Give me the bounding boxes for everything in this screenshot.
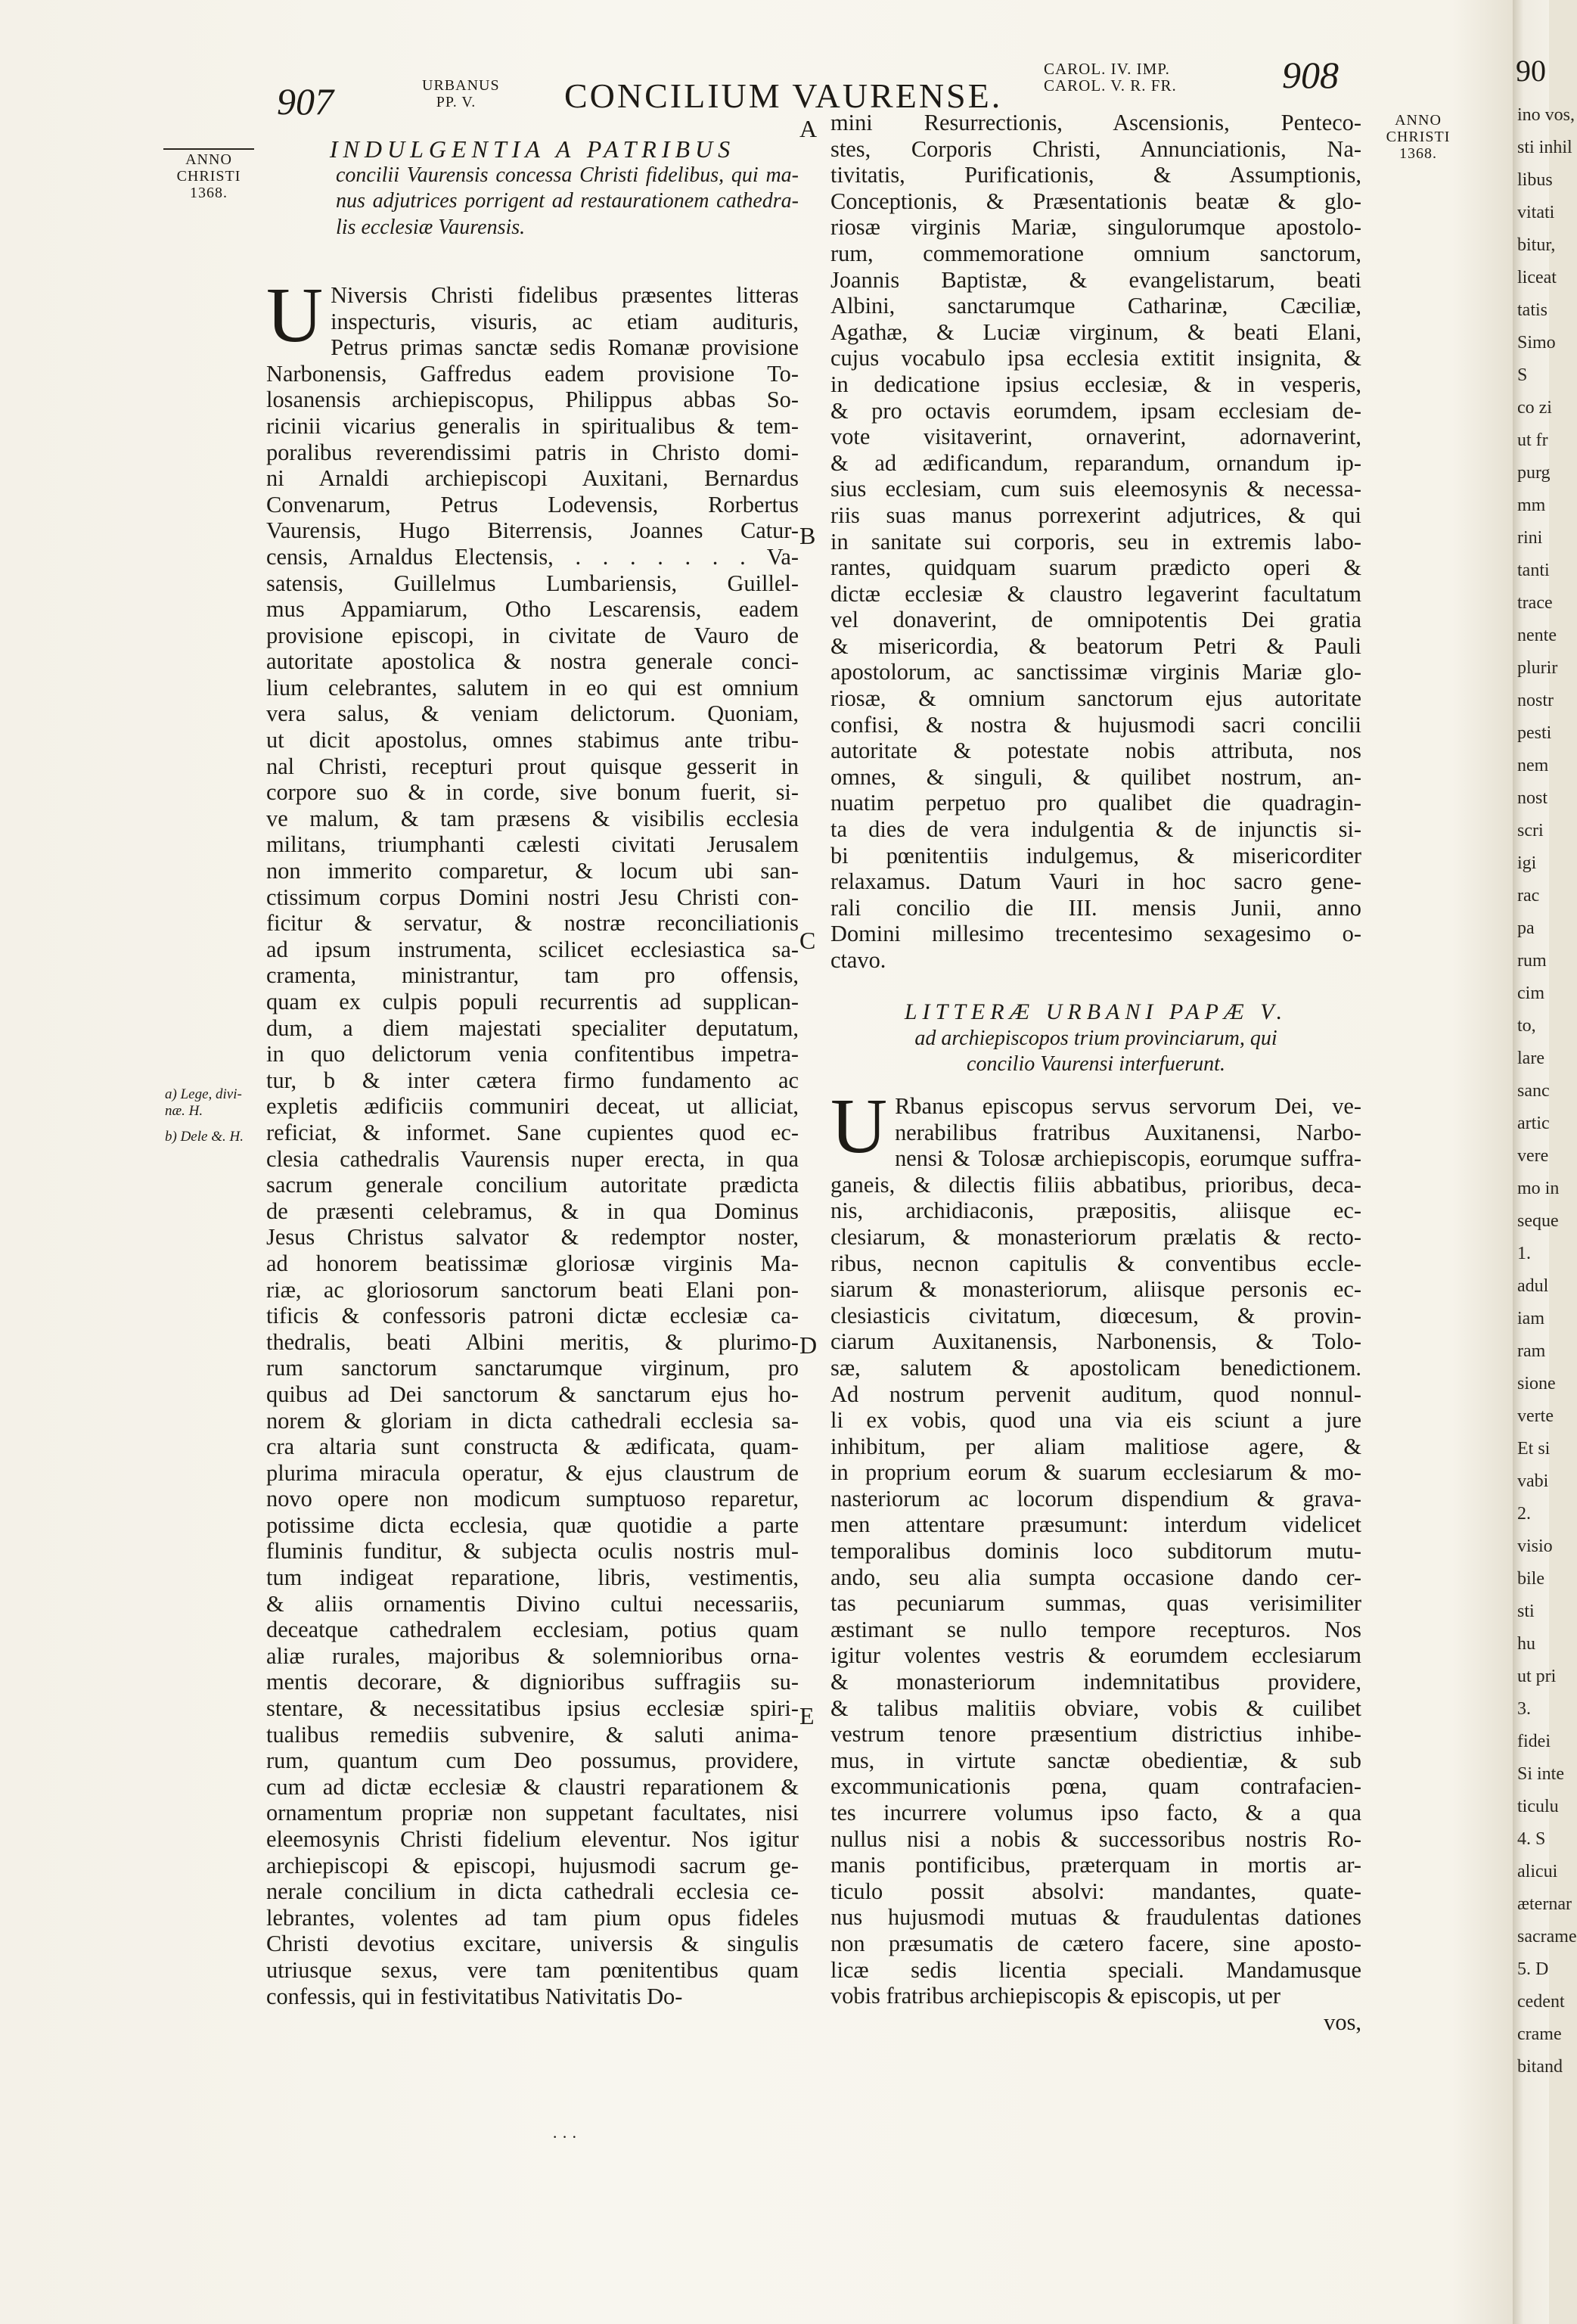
text-line: norem & gloriam in dicta cathedrali ecclesia sa- xyxy=(266,1407,799,1434)
text-line: tualibus remediis subvenire, & saluti anima- xyxy=(266,1721,799,1748)
right-column xyxy=(830,110,1361,2035)
text-line: & pro octavis eorumdem, ipsam ecclesiam de- xyxy=(830,397,1361,424)
right-body-text-b xyxy=(830,1082,1361,2009)
text-line: in quo delictorum venia confitentibus impetra- xyxy=(266,1041,799,1067)
text-line: in proprium eorum & suarum ecclesiarum & mo- xyxy=(830,1459,1361,1486)
text-line: nuatim perpetuo pro qualibet die quadragin- xyxy=(830,790,1361,816)
text-line: autoritate apostolica & nostra generale conci- xyxy=(266,648,799,675)
text-line: Vaurensis, Hugo Biterrensis, Joannes Catur- xyxy=(266,517,799,544)
text-line: nullus nisi a nobis & successoribus nostris Ro- xyxy=(830,1825,1361,1852)
text-line: non immerito comparetur, & locum ubi san- xyxy=(266,858,799,884)
text-line: militans, triumphanti cælesti civitati Jerusalem xyxy=(266,831,799,858)
text-line: æstimant se nullo tempore recepturos. Nos xyxy=(830,1616,1361,1642)
section-letter-c: C xyxy=(799,927,816,954)
next-page-fragment: artic xyxy=(1517,1114,1550,1133)
next-page-fragment: nem xyxy=(1517,756,1549,775)
text-line: nal Christi, recepturi prout quisque gesserit in xyxy=(266,753,799,779)
next-page-fragment: scri xyxy=(1517,821,1544,840)
next-page-fragment: trace xyxy=(1517,593,1553,613)
running-head-rulers: CAROL. IV. IMP. CAROL. V. R. FR. xyxy=(1044,60,1177,95)
text-line: aliæ rurales, majoribus & solemnioribus orna- xyxy=(266,1642,799,1669)
next-page-fragment: 1. xyxy=(1517,1244,1531,1263)
next-page-fragment: to, xyxy=(1517,1016,1536,1036)
text-line: riosæ virginis Mariæ, singulorumque apostolo- xyxy=(830,214,1361,241)
text-line: omnes, & singuli, & quilibet nostrum, an- xyxy=(830,763,1361,790)
text-line: nerabilibus fratribus Auxitanensi, Narbo- xyxy=(895,1119,1361,1145)
side-note-b: b) Dele &. H. xyxy=(165,1129,244,1145)
text-line: stes, Corporis Christi, Annunciationis, Na- xyxy=(830,135,1361,162)
next-page-fragment: ut fr xyxy=(1517,430,1548,450)
next-page-fragment: ino vos, xyxy=(1517,105,1575,125)
next-page-fragment: mo in xyxy=(1517,1179,1560,1198)
next-page-fragment: co zi xyxy=(1517,398,1552,418)
text-line: eleemosynis Christi fidelium eleventur. Nos igitur xyxy=(266,1826,799,1852)
next-page-fragment: purg xyxy=(1517,463,1551,483)
next-page-fragment: 2. xyxy=(1517,1504,1531,1524)
right-body-text-a xyxy=(830,110,1361,974)
next-page-fragment: crame xyxy=(1517,2024,1562,2044)
text-line: temporalibus dominis loco subditorum mutu- xyxy=(830,1538,1361,1564)
text-line: bi pœnitentiis indulgemus, & misericorditer xyxy=(830,842,1361,868)
text-line: reficiat, & informet. Sane cupientes quod ec- xyxy=(266,1119,799,1145)
text-line: cujus vocabulo ipsa ecclesia extitit insignita, & xyxy=(830,345,1361,371)
text-line: mus Appamiarum, Otho Lescarensis, eadem xyxy=(266,596,799,623)
text-line: rali concilio die III. mensis Junii, anno xyxy=(830,894,1361,921)
text-line: poralibus reverendissimi patris in Christo domi- xyxy=(266,439,799,465)
next-page-edge xyxy=(1513,0,1577,2324)
text-line: losanensis archiepiscopus, Philippus abbas So- xyxy=(266,387,799,413)
text-line: clesiasticis civitatum, diœcesum, & provin- xyxy=(830,1302,1361,1328)
text-line: tes incurrere volumus ipso facto, & a qua xyxy=(830,1800,1361,1825)
text-line: non præsumatis de cætero facere, sine aposto- xyxy=(830,1930,1361,1956)
text-line: excommunicationis pœna, quam contrafacien- xyxy=(830,1773,1361,1800)
text-line: confessis, qui in festivitatibus Nativitatis Do- xyxy=(266,1983,683,2009)
text-line: Christi devotius excitare, universis & singulis xyxy=(266,1931,799,1957)
next-page-fragment: lare xyxy=(1517,1049,1544,1068)
text-line: manis pontificibus, præterquam in mortis ar- xyxy=(830,1852,1361,1878)
next-page-fragment: plurir xyxy=(1517,658,1558,678)
text-line: tivitatis, Purificationis, & Assumptionis, xyxy=(830,162,1361,188)
text-line: lebrantes, volentes ad tam pium opus fideles xyxy=(266,1904,799,1931)
text-line: mentis decorare, & dignioribus suffragiis su- xyxy=(266,1669,799,1695)
text-line: Convenarum, Petrus Lodevensis, Rorbertus xyxy=(266,491,799,517)
text-line: Ad nostrum pervenit auditum, quod nonnul- xyxy=(830,1381,1361,1407)
next-page-fragment: rac xyxy=(1517,886,1540,906)
text-line: & misericordia, & beatorum Petri & Pauli xyxy=(830,632,1361,659)
text-line: ciarum Auxitanensis, Narbonensis, & Tolo- xyxy=(830,1328,1361,1355)
text-line: siarum & monasteriorum, aliisque personis ec- xyxy=(830,1276,1361,1303)
text-line: vobis fratribus archiepiscopis & episcopis, ut per xyxy=(830,1983,1281,2009)
text-line: ricinii vicarius generalis in spiritualibus & tem- xyxy=(266,412,799,439)
next-page-fragment: nost xyxy=(1517,788,1548,808)
next-page-fragment: igi xyxy=(1517,853,1537,873)
next-page-fragment: tanti xyxy=(1517,561,1550,580)
text-line: satensis, Guillelmus Lumbariensis, Guillel- xyxy=(266,570,799,596)
text-line: in sanitate sui corporis, seu in extremis labo- xyxy=(830,528,1361,555)
next-page-fragment: ram xyxy=(1517,1341,1546,1361)
text-line: sacrum generale concilium autoritate prædicta xyxy=(266,1172,799,1198)
text-line: vestrum tenore præsentium districtius inhibe- xyxy=(830,1721,1361,1748)
text-line: riis suas manus porrexerint adjutrices, & qui xyxy=(830,502,1361,528)
text-line: archiepiscopi & episcopi, hujusmodi sacrum ge- xyxy=(266,1852,799,1878)
next-page-fragment: nente xyxy=(1517,626,1557,645)
next-page-fragment: Simo xyxy=(1517,333,1556,353)
text-line: vera salus, & veniam delictorum. Quoniam, xyxy=(266,701,799,727)
next-page-fragment: hu xyxy=(1517,1634,1535,1654)
text-line: cum ad dictæ ecclesiæ & claustri reparationem & xyxy=(266,1773,799,1800)
page-number-right: 908 xyxy=(1282,54,1339,96)
section-letter-e: E xyxy=(799,1702,815,1729)
text-line: Agathæ, & Luciæ virginum, & beati Elani, xyxy=(830,318,1361,345)
section-letter-d: D xyxy=(799,1331,818,1359)
text-line: mini Resurrectionis, Ascensionis, Penteco- xyxy=(830,110,1361,135)
text-line: ut dicit apostolus, omnes stabimus ante tribu- xyxy=(266,727,799,753)
next-page-fragment: cim xyxy=(1517,983,1544,1003)
next-page-fragment: vere xyxy=(1517,1146,1549,1166)
next-page-fragment: Et si xyxy=(1517,1439,1551,1459)
next-page-fragment: cedent xyxy=(1517,1992,1565,2012)
text-line: ribus, necnon capitulis & conventibus eccle- xyxy=(830,1250,1361,1276)
next-page-fragment: sanc xyxy=(1517,1081,1550,1101)
next-page-fragment: sti inhil xyxy=(1517,138,1572,157)
text-line: tas pecuniarum summas, quas verisimiliter xyxy=(830,1590,1361,1617)
text-line: sæ, salutem & apostolicam benedictionem. xyxy=(830,1354,1361,1381)
catchword: vos, xyxy=(1324,2009,1361,2035)
text-line: & ad ædificandum, reparandum, ornandum ip- xyxy=(830,449,1361,476)
text-line: confisi, & nostra & hujusmodi sacri concilii xyxy=(830,711,1361,738)
next-page-fragment: bile xyxy=(1517,1569,1544,1589)
left-column xyxy=(266,136,799,2009)
next-page-fragment: visio xyxy=(1517,1536,1553,1556)
text-line: riæ, ac gloriosorum sanctorum beati Elani pon- xyxy=(266,1276,799,1303)
text-line: igitur volentes vestris & eorumdem ecclesiarum xyxy=(830,1642,1361,1669)
running-head-pope: URBANUS PP. V. xyxy=(422,77,500,110)
text-line: men attentare præsumunt: interdum videlicet xyxy=(830,1512,1361,1538)
text-line: & talibus malitiis obviare, vobis & cuilibet xyxy=(830,1695,1361,1721)
text-line: tificis & confessoris patroni dictæ ecclesiæ ca- xyxy=(266,1303,799,1329)
next-page-fragment: iam xyxy=(1517,1309,1544,1328)
next-page-fragment: alicui xyxy=(1517,1862,1558,1881)
text-line: riosæ, & omnium sanctorum ejus autoritate xyxy=(830,685,1361,712)
next-page-fragment: vabi xyxy=(1517,1471,1549,1491)
text-line: tur, b & inter cætera firmo fundamento ac xyxy=(266,1067,799,1093)
text-line: dictæ ecclesiæ & claustro legaverint facultatum xyxy=(830,580,1361,607)
text-line: novo opere non modicum sumptuoso reparetur, xyxy=(266,1486,799,1512)
text-line: li ex vobis, quod una via eis sciunt a jure xyxy=(830,1407,1361,1434)
text-line: corpore suo & in corde, sive bonum fuerit, si- xyxy=(266,779,799,806)
left-body-text xyxy=(266,271,799,2009)
text-line: ad honorem beatissimæ gloriosæ virginis Ma- xyxy=(266,1250,799,1276)
text-line: ficitur & servatur, & nostræ reconciliationis xyxy=(266,910,799,937)
running-title: CONCILIUM VAURENSE. xyxy=(564,76,1003,115)
text-line: ctissimum corpus Domini nostri Jesu Christi con- xyxy=(266,884,799,910)
text-line: lium celebrantes, salutem in eo qui est omnium xyxy=(266,674,799,701)
text-line: nis, archidiaconis, præpositis, aliisque ec- xyxy=(830,1198,1361,1224)
text-line: Petrus primas sanctæ sedis Romanæ provisione xyxy=(331,334,799,361)
text-line: dum, a diem majestati specialiter deputatum, xyxy=(266,1014,799,1041)
text-line: & aliis ornamentis Divino cultui necessariis, xyxy=(266,1590,799,1617)
next-page-fragment: pesti xyxy=(1517,723,1552,743)
text-line: quam ex culpis populi recurrentis ad supplican- xyxy=(266,989,799,1014)
margin-year-left: ANNO CHRISTI 1368. xyxy=(163,148,254,201)
next-page-fragment: seque xyxy=(1517,1211,1559,1231)
text-line: Narbonensis, Gaffredus eadem provisione To- xyxy=(266,360,799,387)
next-page-fragment: ticulu xyxy=(1517,1797,1559,1816)
text-line: sius ecclesiam, cum suis eleemosynis & necessa- xyxy=(830,476,1361,502)
section-letter-a: A xyxy=(799,115,818,142)
drop-cap-2: U xyxy=(830,1082,888,1170)
next-page-fragment: S xyxy=(1517,365,1528,385)
text-line: inhibitum, per aliam malitiose agere, & xyxy=(830,1433,1361,1459)
next-page-fragment: sione xyxy=(1517,1374,1556,1393)
text-line: utriusque sexus, vere tam pœnitentibus quam xyxy=(266,1956,799,1983)
drop-cap: U xyxy=(266,271,324,359)
text-line: ornamentum propriæ non suppetant facultates, nisi xyxy=(266,1800,799,1826)
next-page-number: 90 xyxy=(1516,54,1546,88)
printer-mark: · · · xyxy=(552,2127,577,2146)
text-line: mus, in virtute sanctæ obedientiæ, & sub xyxy=(830,1747,1361,1773)
next-page-fragment: bitur, xyxy=(1517,235,1556,255)
next-page-fragment: 3. xyxy=(1517,1699,1531,1719)
next-page-fragment: tatis xyxy=(1517,300,1548,320)
right-heading: LITTERÆ URBANI PAPÆ V. ad archiepiscopos trium provinciarum, qui concilio Vaurensi interfuerunt. xyxy=(904,999,1288,1077)
text-line: stentare, & necessitatibus ipsius ecclesiæ spiri- xyxy=(266,1695,799,1722)
next-page-fragment: æternar xyxy=(1517,1894,1572,1914)
text-line: ad ipsum instrumenta, scilicet ecclesiastica sa- xyxy=(266,936,799,962)
next-page-fragment: adul xyxy=(1517,1276,1549,1296)
text-line: vote visitaverint, ornaverint, adornaverint, xyxy=(830,424,1361,450)
text-line: quibus ad Dei sanctorum & sanctarum ejus ho- xyxy=(266,1381,799,1407)
side-note-a: a) Lege, divi- næ. H. xyxy=(165,1086,242,1119)
text-line: autoritate & potestate nobis attributa, nos xyxy=(830,738,1361,764)
text-line: ganeis, & dilectis filiis abbatibus, prioribus, deca- xyxy=(830,1171,1361,1198)
text-line: nensi & Tolosæ archiepiscopis, eorumque suffra- xyxy=(895,1145,1361,1172)
text-line: fluminis funditur, & subjecta oculis nostris mul- xyxy=(266,1538,799,1564)
next-page-fragment: 5. D xyxy=(1517,1959,1549,1979)
next-page-fragment: rum xyxy=(1517,951,1547,971)
text-line: potissime dicta ecclesia, quæ quotidie a parte xyxy=(266,1512,799,1538)
text-line: nerale concilium in dicta cathedrali ecclesia ce- xyxy=(266,1878,799,1905)
page-number-left: 907 xyxy=(277,80,334,123)
text-line: Niversis Christi fidelibus præsentes litteras xyxy=(331,281,799,308)
text-line: clesia cathedralis Vaurensis nuper erecta, in qua xyxy=(266,1145,799,1172)
text-line: Jesus Christus salvator & redemptor noster, xyxy=(266,1224,799,1251)
text-line: Joannis Baptistæ, & evangelistarum, beati xyxy=(830,266,1361,293)
text-line: tum indigeat reparatione, libris, vestimentis, xyxy=(266,1564,799,1591)
text-line: vel donaverint, de omnipotentis Dei gratia xyxy=(830,607,1361,633)
next-page-fragment: mm xyxy=(1517,496,1546,515)
text-line: Rbanus episcopus servus servorum Dei, ve- xyxy=(895,1092,1361,1119)
text-line: expletis ædificiis communiri deceat, ut alliciat, xyxy=(266,1093,799,1120)
text-line: provisione episcopi, in civitate de Vauro de xyxy=(266,622,799,648)
text-line: cramenta, ministrantur, tam pro offensis, xyxy=(266,962,799,989)
text-line: rum sanctorum sanctarumque virginum, pro xyxy=(266,1355,799,1381)
next-page-fragment: rini xyxy=(1517,528,1543,548)
next-page-fragment: pa xyxy=(1517,918,1535,938)
text-line: ctavo. xyxy=(830,947,886,973)
next-page-fragment: bitand xyxy=(1517,2057,1563,2077)
text-line: & monasteriorum indemnitatibus providere, xyxy=(830,1669,1361,1695)
text-line: rum, commemoratione omnium sanctorum, xyxy=(830,240,1361,266)
text-line: clesiarum, & monasteriorum prælatis & recto- xyxy=(830,1223,1361,1250)
next-page-fragment: verte xyxy=(1517,1406,1554,1426)
next-page-fragment: 4. S xyxy=(1517,1829,1546,1849)
text-line: censis, Arnaldus Electensis, . . . . . . . Va- xyxy=(266,543,799,570)
section-letter-b: B xyxy=(799,522,816,549)
text-line: in dedicatione ipsius ecclesiæ, & in vesperis, xyxy=(830,371,1361,397)
next-page-fragment: nostr xyxy=(1517,691,1554,710)
text-line: ticulo possit absolvi: mandantes, quate- xyxy=(830,1878,1361,1904)
text-line: apostolorum, ac sanctissimæ virginis Mariæ glo- xyxy=(830,659,1361,685)
text-line: deceatque cathedralem ecclesiam, potius quam xyxy=(266,1617,799,1643)
text-line: licæ sedis licentia speciali. Mandamusque xyxy=(830,1956,1361,1983)
text-line: Albini, sanctarumque Catharinæ, Cæciliæ, xyxy=(830,293,1361,319)
text-line: nasteriorum ac locorum dispendium & grava- xyxy=(830,1485,1361,1512)
text-line: inspecturis, visuris, ac etiam audituris, xyxy=(331,308,799,334)
next-page-fragment: sacrame xyxy=(1517,1927,1577,1947)
next-page-fragment: liceat xyxy=(1517,268,1557,287)
next-page-fragment: vitati xyxy=(1517,203,1555,222)
left-heading: INDULGENTIA A PATRIBUS concilii Vaurensis concessa Christi fidelibus, qui ma- nus adjutrices porrigent ad restaurationem cathedra- lis ecclesiæ Vaurensis. xyxy=(329,135,799,239)
text-line: cra altaria sunt constructa & ædificata, quam- xyxy=(266,1434,799,1460)
text-line: plurima miracula operatur, & ejus claustrum de xyxy=(266,1459,799,1486)
margin-year-right: ANNO CHRISTI 1368. xyxy=(1386,112,1451,162)
text-line: de præsenti celebramus, & in qua Dominus xyxy=(266,1198,799,1224)
text-line: ve malum, & tam præsens & visibilis ecclesia xyxy=(266,805,799,831)
next-page-fragment: sti xyxy=(1517,1602,1535,1621)
text-line: nus hujusmodi mutuas & fraudulentas dationes xyxy=(830,1904,1361,1931)
text-line: Domini millesimo trecentesimo sexagesimo o- xyxy=(830,921,1361,947)
text-line: ando, seu alia sumpta occasione dando cer- xyxy=(830,1564,1361,1590)
next-page-fragment: Si inte xyxy=(1517,1764,1565,1784)
text-line: rantes, quidquam suarum prædicto operi & xyxy=(830,555,1361,581)
text-line: ni Arnaldi archiepiscopi Auxitani, Bernardus xyxy=(266,465,799,492)
text-line: rum, quantum cum Deo possumus, providere, xyxy=(266,1748,799,1774)
text-line: relaxamus. Datum Vauri in hoc sacro gene- xyxy=(830,868,1361,895)
next-page-fragment: fidei xyxy=(1517,1732,1551,1751)
next-page-fragment: libus xyxy=(1517,170,1553,190)
text-line: ta dies de vera indulgentia & de injunctis si- xyxy=(830,816,1361,843)
next-page-fragment: ut pri xyxy=(1517,1667,1557,1686)
text-line: thedralis, beati Albini meritis, & plurimo- xyxy=(266,1328,799,1355)
text-line: Conceptionis, & Præsentationis beatæ & glo- xyxy=(830,188,1361,214)
